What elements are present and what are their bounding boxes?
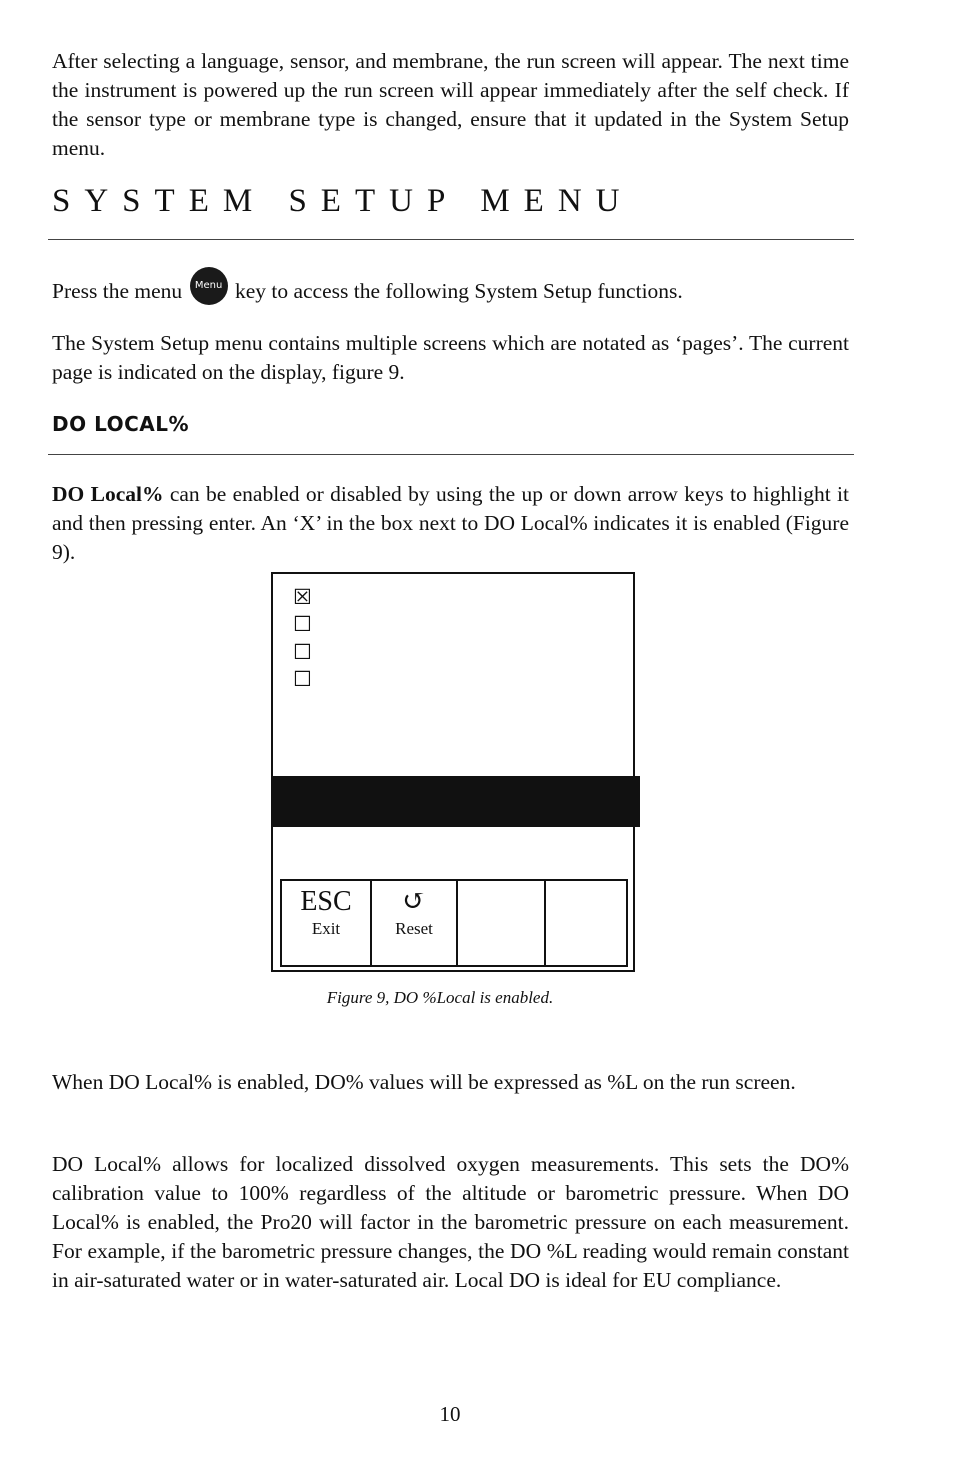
press-menu-after: key to access the following System Setup functions. <box>229 279 683 303</box>
highlight-bar <box>271 776 640 827</box>
figure-caption: Figure 9, DO %Local is enabled. <box>326 988 554 1007</box>
checkbox-empty-icon: ☐ <box>293 612 312 636</box>
blank-softkey <box>458 881 546 965</box>
do-local-paragraph <box>52 480 849 567</box>
blank-softkey <box>546 881 626 965</box>
section-divider <box>48 239 854 240</box>
checkbox-empty-icon: ☐ <box>293 667 312 691</box>
press-menu-paragraph <box>52 277 849 319</box>
reset-softkey <box>372 881 458 965</box>
esc-softkey-label: ESC <box>300 886 352 917</box>
reset-icon: ↺ <box>402 886 426 917</box>
local-do-paragraph: DO Local% allows for localized dissolved oxygen measurements. This sets the DO% calibration value to 100% regardless of the altitude or barometric pressure. When DO Local% is enabled, the Pro20 will factor in the barometric pressure on each measurement. For example, if the barometric pressure changes, the DO %L reading would remain constant in air-saturated water or in water-saturated air. Local DO is ideal for EU compliance. <box>52 1152 849 1292</box>
when-enabled-paragraph: When DO Local% is enabled, DO% values will be expressed as %L on the run screen. <box>52 1070 796 1094</box>
section-title: SYSTEM SETUP MENU <box>52 183 634 219</box>
softkey-bar <box>280 879 628 967</box>
do-local-rest: can be enabled or disabled by using the up or down arrow keys to highlight it and then pressing enter. An ‘X’ in the box next to DO Local% indicates it is enabled (Figure 9). <box>52 482 850 564</box>
subsection-divider <box>48 454 854 455</box>
press-menu-before: Press the menu <box>52 279 188 303</box>
checkbox-empty-icon: ☐ <box>293 640 312 664</box>
checkbox-checked-icon: ☒ <box>293 585 312 609</box>
figure-9-display <box>271 572 635 972</box>
esc-softkey <box>282 881 372 965</box>
pages-paragraph: The System Setup menu contains multiple screens which are notated as ‘pages’. The current page is indicated on the display, figure 9. <box>52 331 849 384</box>
menu-key-icon: Menu <box>190 267 228 305</box>
subsection-title: DO LOCAL% <box>52 412 190 436</box>
intro-paragraph: After selecting a language, sensor, and membrane, the run screen will appear. The next time the instrument is powered up the run screen will appear immediately after the self check. If the sensor type or membrane type is changed, ensure that it updated in the System Setup menu. <box>52 49 849 160</box>
page-number: 10 <box>439 1402 461 1426</box>
reset-softkey-sublabel: Reset <box>395 919 433 938</box>
esc-softkey-sublabel: Exit <box>311 919 341 938</box>
do-local-bold-lead: DO Local% <box>52 482 164 506</box>
